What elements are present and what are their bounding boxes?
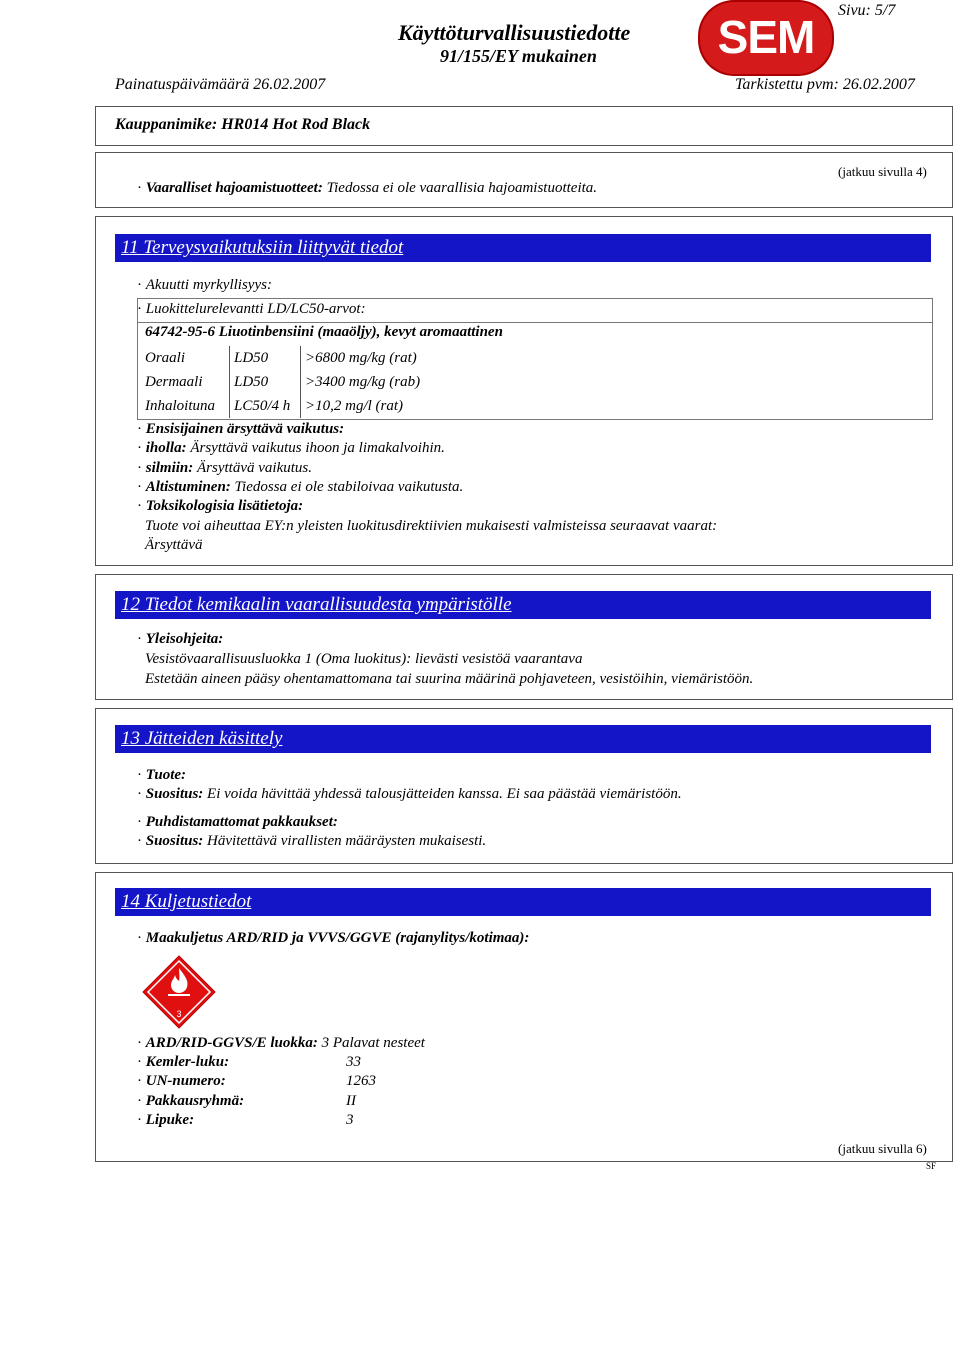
flammable-liquid-placard-icon (141, 954, 217, 1030)
kemler-number: · Kemler-luku: (137, 1054, 230, 1070)
tox-info-text: Tuote voi aiheuttaa EY:n yleisten luokitusdirektiivien mukaisesti valmisteissa seuraavat vaarat: (145, 518, 718, 534)
general-instructions: · Yleisohjeita: (137, 631, 224, 647)
tox-info-text-2: Ärsyttävä (145, 537, 203, 553)
toxicity-table (141, 346, 424, 418)
checked-date: Tarkistettu pvm: 26.02.2007 (735, 76, 915, 93)
water-hazard: Vesistövaarallisuusluokka 1 (Oma luokitus): lievästi vesistöä vaarantava (145, 651, 583, 667)
hazardous-decomposition: · Vaaralliset hajoamistuotteet: Tiedossa ei ole vaarallisia hajoamistuotteita. (137, 180, 598, 196)
primary-irritation: · Ensisijainen ärsyttävä vaikutus: (137, 421, 345, 437)
packaging-recommendation: · Suositus: Hävitettävä virallisten määräysten mukaisesti. (137, 833, 487, 849)
table-row: Inhaloituna LC50/4 h >10,2 mg/l (rat) (141, 394, 424, 418)
section-13-title: 13 Jätteiden käsittely (115, 725, 931, 753)
table-row: Dermaali LD50 >3400 mg/kg (rab) (141, 370, 424, 394)
print-date: Painatuspäivämäärä 26.02.2007 (115, 76, 326, 93)
sem-logo (700, 2, 832, 74)
placard-number: 3 (176, 1009, 182, 1019)
kemler-value: 33 (346, 1054, 361, 1070)
substance-name: 64742-95-6 Liuotinbensiini (maaöljy), kevyt aromaattinen (145, 324, 503, 340)
continued-to: (jatkuu sivulla 6) (838, 1141, 927, 1156)
acute-toxicity: · Akuutti myrkyllisyys: (137, 277, 272, 293)
section-11-title: 11 Terveysvaikutuksiin liittyvät tiedot (115, 234, 931, 262)
prevent-release: Estetään aineen pääsy ohentamattomana tai suurina määrinä pohjaveteen, vesistöihin, viemäristöön. (145, 671, 754, 687)
document-title: Käyttöturvallisuustiedotte (398, 20, 631, 45)
document-subtitle: 91/155/EY mukainen (440, 46, 597, 66)
transport-class: · ARD/RID-GGVS/E luokka: 3 Palavat nesteet (137, 1035, 425, 1051)
trade-name: Kauppanimike: HR014 Hot Rod Black (115, 116, 371, 133)
decomp-label: Vaaralliset hajoamistuotteet: (145, 180, 323, 196)
packing-group: · Pakkausryhmä: (137, 1093, 245, 1109)
language-code: SF (926, 1161, 937, 1171)
label-number: · Lipuke: (137, 1112, 195, 1128)
un-value: 1263 (346, 1073, 376, 1089)
packaging-label: · Puhdistamattomat pakkaukset: (137, 814, 338, 830)
section-12-title: 12 Tiedot kemikaalin vaarallisuudesta ympäristölle (115, 591, 931, 619)
page-number: Sivu: 5/7 (838, 2, 896, 19)
decomp-text: Tiedossa ei ole vaarallisia hajoamistuotteita. (326, 180, 598, 196)
tox-info-label: · Toksikologisia lisätietoja: (137, 498, 304, 514)
un-number: · UN-numero: (137, 1073, 226, 1089)
exposure: · Altistuminen: Tiedossa ei ole stabiloivaa vaikutusta. (137, 479, 464, 495)
eye-effect: · silmiin: Ärsyttävä vaikutus. (137, 460, 312, 476)
product-recommendation: · Suositus: Ei voida hävittää yhdessä talousjätteiden kanssa. Ei saa päästää viemäristöön. (137, 786, 682, 802)
land-transport: · Maakuljetus ARD/RID ja VVVS/GGVE (rajanylitys/kotimaa): (137, 930, 530, 946)
skin-effect: · iholla: Ärsyttävä vaikutus ihoon ja limakalvoihin. (137, 440, 445, 456)
product-label: · Tuote: (137, 767, 187, 783)
table-row: Oraali LD50 >6800 mg/kg (rat) (141, 346, 424, 370)
section-14-title: 14 Kuljetustiedot (115, 888, 931, 916)
packing-group-value: II (346, 1093, 356, 1109)
logo-text: SEM (717, 11, 815, 63)
ld-values-label: · Luokittelurelevantti LD/LC50-arvot: (137, 301, 366, 317)
label-value: 3 (346, 1112, 354, 1128)
continued-from: (jatkuu sivulla 4) (838, 164, 927, 179)
